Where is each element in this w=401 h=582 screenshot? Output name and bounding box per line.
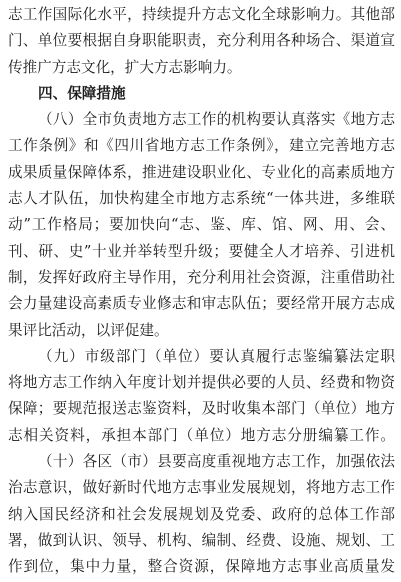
text-line: 动”工作格局；要加快向“志、鉴、库、馆、网、用、会、 (8, 216, 395, 234)
text-line: 工作条例》和《四川省地方志工作条例》，建立完善地方志 (8, 137, 395, 155)
text-line: 传推广方志文化，扩大方志影响力。 (8, 58, 242, 76)
paragraph-8 (0, 107, 401, 344)
text-line: 将地方志工作纳入年度计划并提供必要的人员、经费和物资 (8, 374, 395, 392)
text-line: 纳入国民经济和社会发展规划及党委、政府的总体工作部 (8, 505, 395, 523)
text-line: 保障；要规范报送志鉴资料，及时收集本部门（单位）地方 (8, 400, 395, 418)
text-line: 署，做到认识、领导、机构、编制、经费、设施、规划、工 (8, 531, 395, 549)
paragraph-10 (0, 449, 401, 580)
text-line: 志相关资料，承担本部门（单位）地方志分册编纂工作。 (8, 426, 395, 444)
text-line: 制，发挥好政府主导作用，充分利用社会资源，注重借助社 (8, 268, 395, 286)
text-line: 成果质量保障体系，推进建设职业化、专业化的高素质地方 (8, 163, 395, 181)
section-heading: 四、保障措施 (38, 84, 126, 102)
text-line: 志人才队伍，加快构建全市地方志系统“一体共进，多维联 (8, 190, 395, 208)
text-line: 果评比活动，以评促建。 (8, 321, 169, 339)
text-line: 刊、研、史”十业并举转型升级；要健全人才培养、引进机 (8, 242, 395, 260)
text-line: 治志意识，做好新时代地方志事业发展规划，将地方志工作 (8, 479, 395, 497)
text-line: 会力量建设高素质专业修志和审志队伍；要经常开展方志成 (8, 295, 395, 313)
text-line: 志工作国际化水平，持续提升方志文化全球影响力。其他部 (8, 6, 395, 23)
text-line: （八）全市负责地方志工作的机构要认真落实《地方志 (38, 111, 395, 129)
text-line: （九）市级部门（单位）要认真履行志鉴编纂法定职 (38, 347, 395, 365)
paragraph-9 (0, 344, 401, 449)
text-line: 门、单位要根据自身职能职责，充分利用各种场合、渠道宣 (8, 32, 395, 50)
intro-paragraph (0, 2, 401, 81)
text-line: （十）各区（市）县要高度重视地方志工作，加强依法 (38, 453, 395, 471)
text-line: 作到位，集中力量，整合资源，保障地方志事业高质量发 (8, 558, 395, 576)
